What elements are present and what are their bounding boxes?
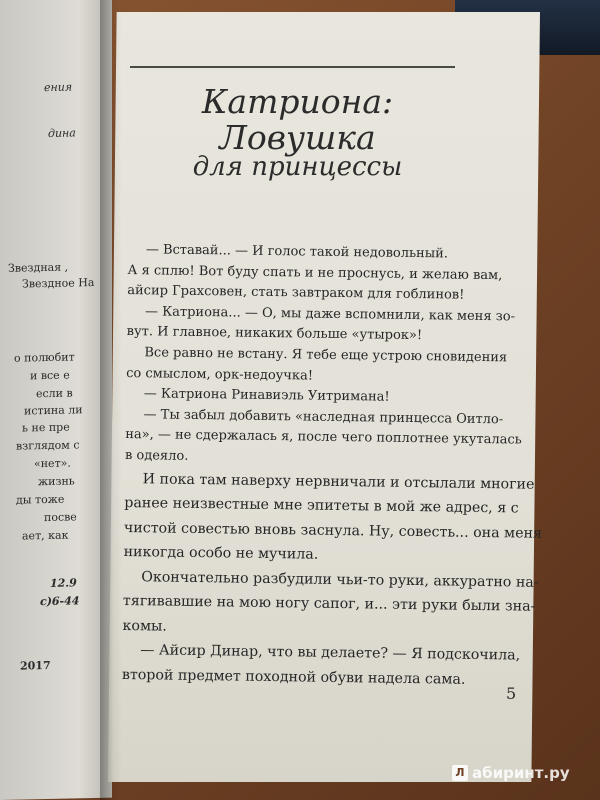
book-spine	[100, 0, 122, 800]
left-page-fragment: ды тоже	[16, 492, 65, 507]
text-line: — Вставай... — И голос такой недовольный.	[145, 242, 449, 262]
text-line: вут. И главное, никаких больше «утырок»!	[126, 324, 423, 344]
chapter-title-line: Катриона:	[201, 82, 394, 121]
left-page-fragment: посве	[44, 510, 77, 525]
text-line: второй предмет походной обуви надела сама.	[121, 666, 466, 688]
left-page-fragment: 2017	[20, 658, 51, 673]
labirint-logo-icon: Л	[452, 765, 468, 781]
left-page-fragment: ения	[44, 80, 73, 95]
labirint-watermark	[452, 764, 570, 782]
left-page-fragment: «нет».	[34, 456, 71, 471]
left-page-fragment: взглядом с	[16, 438, 80, 453]
left-page-fragment: ь не пре	[22, 420, 70, 435]
text-line: комы.	[122, 617, 167, 635]
text-line: — Айсир Динар, что вы делаете? — Я подскочила,	[140, 642, 521, 664]
left-page-fragment: и все е	[30, 368, 70, 383]
chapter-title-line: Ловушка	[219, 118, 376, 157]
left-page-fragment: жизнь	[38, 474, 75, 489]
chapter-title-line: для принцессы	[192, 152, 403, 182]
text-line: — Ты забыл добавить «наследная принцесса Оитло-	[143, 406, 504, 428]
left-page-fragment: Звездное На	[22, 276, 95, 291]
left-page-fragment: 12.9	[50, 576, 77, 590]
text-line: Окончательно разбудили чьи-то руки, аккуратно на-	[141, 568, 539, 591]
text-line: со смыслом, орк-недоучка!	[126, 365, 314, 384]
left-page-fragment: если в	[36, 386, 73, 401]
text-line: айсир Грахсовен, стать завтраком для гоблинов!	[127, 283, 465, 303]
text-line: тягивавшие на мою ногу сапог, и... эти руки были зна-	[122, 592, 536, 615]
watermark-text: абиринт.ру	[472, 764, 570, 782]
text-line: А я сплю! Вот буду спать и не проснусь, и желаю вам,	[127, 262, 503, 283]
page-number: 5	[506, 684, 517, 703]
left-page-fragment: дина	[48, 126, 76, 140]
left-page-fragment: с)6-44	[40, 594, 80, 609]
text-line: чистой совестью вновь заснула. Ну, совесть... она меня	[123, 519, 543, 542]
left-page-fragment: истина ли	[24, 403, 83, 418]
text-line: — Катриона... — О, мы даже вспомнили, как меня зо-	[144, 304, 516, 325]
text-line: никогда особо не мучила.	[123, 544, 319, 563]
text-line: Все равно не встану. Я тебе еще устрою сновидения	[144, 345, 508, 366]
left-page	[0, 0, 112, 800]
text-line: И пока там наверху нервничали и отсылали многие	[142, 470, 535, 493]
left-page-fragment: ает, как	[22, 528, 69, 543]
text-line: — Катриона Ринавиэль Уитримана!	[143, 386, 390, 405]
chapter-body	[121, 240, 543, 692]
text-line: ранее неизвестные мне эпитеты в мой же адрес, я с	[124, 495, 519, 517]
left-page-fragment: о полюбит	[14, 350, 75, 365]
text-line: на», — не сдержалась я, после чего поплотнее укуталась	[125, 427, 522, 448]
header-rule	[130, 66, 455, 68]
left-page-fragment: Звездная ,	[8, 260, 69, 275]
text-line: в одеяло.	[124, 447, 189, 464]
